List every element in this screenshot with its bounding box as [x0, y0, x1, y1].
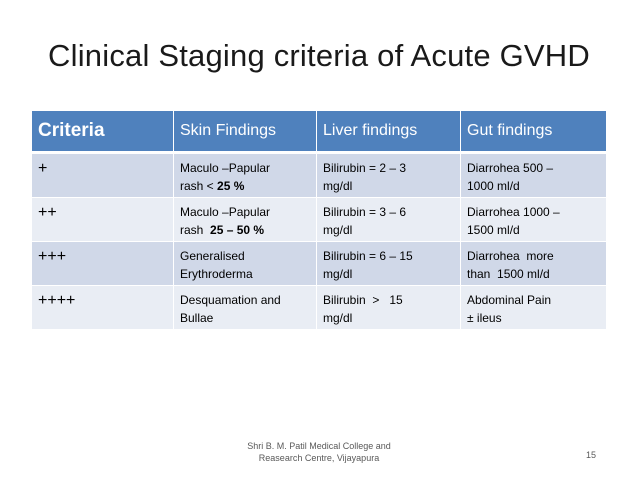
liver-text: mg/dl [323, 179, 353, 193]
gut-text: ± ileus [467, 311, 502, 325]
skin-text: Erythroderma [180, 267, 253, 281]
gut-text: Diarrohea 500 – [467, 161, 554, 175]
footer-institution [219, 440, 419, 464]
liver-cell [317, 242, 461, 286]
gut-cell [461, 286, 606, 330]
liver-cell [317, 198, 461, 242]
header-skin-findings: Skin Findings [174, 111, 317, 154]
liver-text: Bilirubin = 2 – 3 [323, 161, 407, 175]
header-liver-findings: Liver findings [317, 111, 461, 154]
gut-text: 1000 ml/d [467, 179, 520, 193]
liver-text: mg/dl [323, 311, 353, 325]
skin-text: rash [180, 223, 211, 237]
skin-cell [174, 286, 317, 330]
liver-text: Bilirubin = 3 – 6 [323, 205, 407, 219]
liver-cell [317, 286, 461, 330]
gut-cell [461, 242, 606, 286]
gut-text: than 1500 ml/d [467, 267, 550, 281]
table-row [32, 154, 606, 198]
skin-cell [174, 242, 317, 286]
gut-text: Diarrohea 1000 – [467, 205, 560, 219]
skin-text: rash < [180, 179, 218, 193]
staging-table [32, 111, 606, 330]
grade-cell: ++++ [32, 286, 174, 330]
skin-text: Generalised [180, 249, 245, 263]
table-row [32, 198, 606, 242]
footer-line: Shri B. M. Patil Medical College and [247, 441, 391, 451]
table-header-row [32, 111, 606, 154]
skin-cell [174, 154, 317, 198]
gut-text: Abdominal Pain [467, 293, 552, 307]
grade-cell: + [32, 154, 174, 198]
gut-cell [461, 154, 606, 198]
footer-line: Reasearch Centre, Vijayapura [258, 453, 380, 463]
skin-percent: 25 % [217, 179, 245, 193]
gut-cell [461, 198, 606, 242]
liver-text: mg/dl [323, 267, 353, 281]
skin-text: Desquamation and [180, 293, 281, 307]
skin-text: Maculo –Papular [180, 161, 271, 175]
grade-cell: ++ [32, 198, 174, 242]
skin-cell [174, 198, 317, 242]
slide-title: Clinical Staging criteria of Acute GVHD [48, 38, 590, 73]
liver-text: mg/dl [323, 223, 353, 237]
header-gut-findings: Gut findings [461, 111, 606, 154]
gut-text: Diarrohea more [467, 249, 554, 263]
skin-text: Bullae [180, 311, 214, 325]
header-criteria: Criteria [32, 111, 174, 154]
grade-cell: +++ [32, 242, 174, 286]
table-row [32, 286, 606, 330]
liver-text: Bilirubin > 15 [323, 293, 403, 307]
liver-text: Bilirubin = 6 – 15 [323, 249, 413, 263]
table-row [32, 242, 606, 286]
skin-text: Maculo –Papular [180, 205, 271, 219]
liver-cell [317, 154, 461, 198]
gut-text: 1500 ml/d [467, 223, 520, 237]
slide-number: 15 [586, 450, 597, 460]
skin-percent: 25 – 50 % [210, 223, 265, 237]
